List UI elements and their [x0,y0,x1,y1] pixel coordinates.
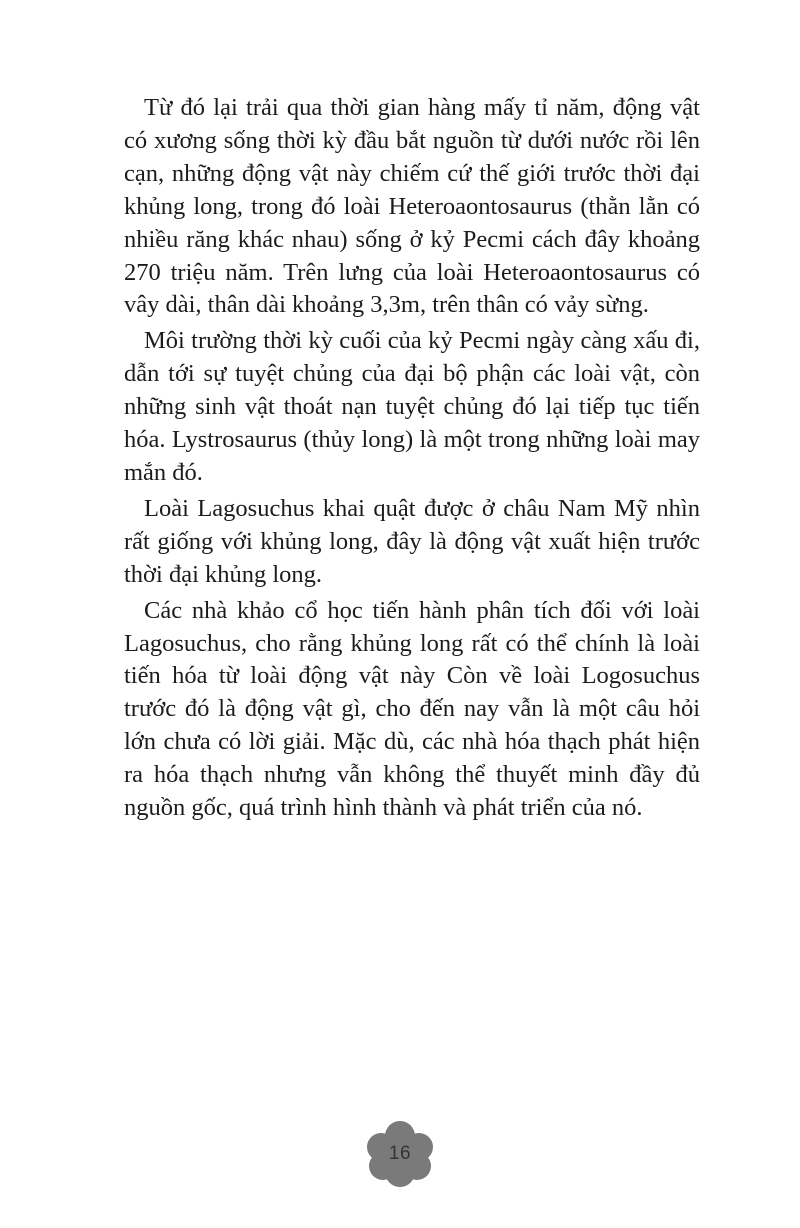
page-number-badge [361,1121,439,1187]
paragraph-1: Từ đó lại trải qua thời gian hàng mấy tỉ năm, động vật có xương sống thời kỳ đầu bắt nguồn từ dưới nước rồi lên cạn, những động vật này chiếm cứ thế giới trước thời đại khủng long, trong đó loài Heteroaontosaurus (thằn lằn có nhiều răng khác nhau) sống ở kỷ Pecmi cách đây khoảng 270 triệu năm. Trên lưng của loài Heteroaontosaurus có vây dài, thân dài khoảng 3,3m, trên thân có vảy sừng. [124,94,700,319]
page-body [124,92,700,827]
paragraph-3: Loài Lagosuchus khai quật được ở châu Nam Mỹ nhìn rất giống với khủng long, đây là động vật xuất hiện trước thời đại khủng long. [124,494,700,588]
page-number: 16 [388,1143,412,1164]
paragraph-2: Môi trường thời kỳ cuối của kỷ Pecmi ngày càng xấu đi, dẫn tới sự tuyệt chủng của đại bộ phận các loài vật, còn những sinh vật thoát nạn tuyệt chủng đó lại tiếp tục tiến hóa. Lystrosaurus (thủy long) là một trong những loài may mắn đó. [124,327,700,486]
paragraph-4: Các nhà khảo cổ học tiến hành phân tích đối với loài Lagosuchus, cho rằng khủng long rất có thể chính là loài tiến hóa từ loài động vật này Còn về loài Logosuchus trước đó là động vật gì, cho đến nay vẫn là một câu hỏi lớn chưa có lời giải. Mặc dù, các nhà hóa thạch phát hiện ra hóa thạch nhưng vẫn không thể thuyết minh đầy đủ nguồn gốc, quá trình hình thành và phát triển của nó. [124,596,700,822]
